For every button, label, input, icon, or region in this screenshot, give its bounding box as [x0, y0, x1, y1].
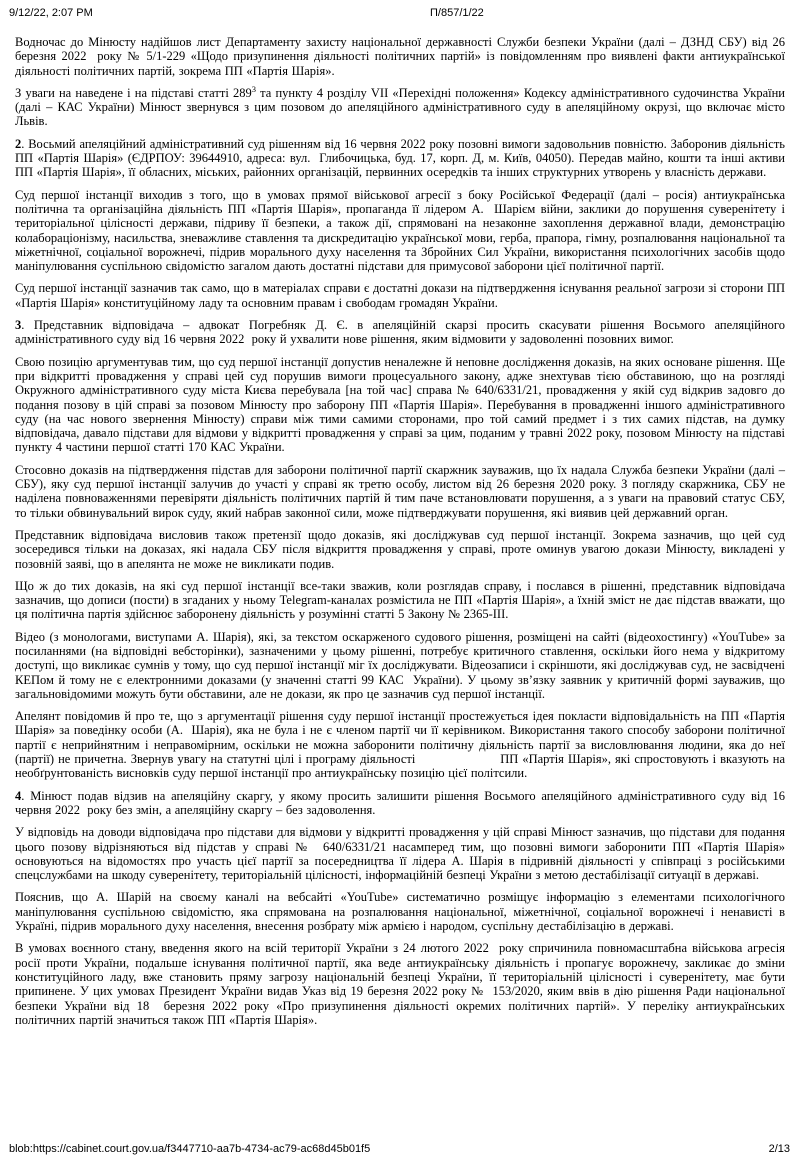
- source-url: blob:https://cabinet.court.gov.ua/f3447710-aa7b-4734-ac79-ac68d45b01f5: [9, 1143, 371, 1155]
- document-code: П/857/1/22: [430, 7, 484, 19]
- print-timestamp: 9/12/22, 2:07 PM: [9, 7, 93, 19]
- document-paragraph: Суд першої інстанції зазначив так само, що в матеріалах справи є достатні докази на підтвердження існування реальної загрози зі сторони ПП «Партія Шарія» конституційному ладу та основним правам і свободам громадян України.: [15, 281, 785, 310]
- document-paragraph: Суд першої інстанції виходив з того, що в умовах прямої військової агресії з боку Російської Федерації (далі – росія) антиукраїнська політична та організаційна діяльність ПП «Партія Шарія», пропаганда її лідером А. Шарієм війни, заклики до порушення суверенітету і територіальної цілісності держави, підриву її безпеки, а також дії, спрямовані на незаконне захоплення державної влади, демонстрацію колабораціонізму, насильства, зневажливе ставлення та дискредитацію української мови, герба, прапора, гімну, розпалювання національної та міжетнічної, соціальної ворожнечі, підрив морального духу населення та Збройних Сил України, використання психологічних засобів щодо маніпулювання суспільною свідомістю загалом дають достатні підстави для примусової заборони цієї політичної партії.: [15, 187, 785, 274]
- document-paragraph: Представник відповідача висловив також претензії щодо доказів, які досліджував суд першої інстанції. Зокрема зазначив, що цей суд зосередився тільки на доказах, які надала СБУ після відкриття провадження у справі, проте оминув увагою докази Мінюсту, викладені у позовній заяві, що в апелянта не може не викликати подив.: [15, 527, 785, 571]
- document-paragraph: Апелянт повідомив й про те, що з аргументації рішення суду першої інстанції простежується ідея покласти відповідальність на ПП «Партія Шарія» за поведінку особи (А. Шарія), яка не була і не є членом партії чи її керівником. Використання такого способу заборони політичної партії є неприйнятним і неправомірним, оскільки не можна заборонити політичну діяльність партії за висловлювання людини, яка до неї (партії) не причетна. Звернув увагу на статутні цілі і програму діяльності ПП «Партія Шарія», які спростовують і вказують на необґрунтованість висновків суду першої інстанції про антиукраїнську позицію цієї політсили.: [15, 709, 785, 781]
- document-paragraph: В умовах воєнного стану, введення якого на всій території України з 24 лютого 2022 року спричинила повномасштабна військова агресія росії проти України, подальше існування політичної партії, яка веде антиукраїнську діяльність і пропагує ворожнечу, закликає до зміни конституційного ладу, вже становить пряму загрозу національній безпеці України, її територіальній цілісності і суверенітету, має бути припинене. У цих умовах Президент України видав Указ від 19 березня 2022 року № 153/2020, яким ввів в дію рішення Ради національної безпеки України від 18 березня 2022 року «Про призупинення діяльності окремих політичних партій». У переліку антиукраїнських політичних партій значиться також ПП «Партія Шарія».: [15, 941, 785, 1027]
- document-paragraph: Що ж до тих доказів, на які суд першої інстанції все-таки зважив, коли розглядав справу, і послався в рішенні, представник відповідача зазначив, що дописи (пости) в згаданих у ньому Telegram-каналах розмістила не ПП «Партія Шарія», а їхній зміст не дає підстав вважати, що ця політична партія здійснює заборонену діяльність у розумінні статті 5 Закону № 2365-ІІІ.: [15, 578, 785, 622]
- document-paragraph: Пояснив, що А. Шарій на своєму каналі на вебсайті «YouTube» систематично розміщує інформацію з елементами психологічного маніпулювання суспільною свідомістю, яка спрямована на розпалювання національної, міжетнічної, соціальної ворожнечі і ненависті в Україні, підрив морального духу населення, внесення розбрату між армією і народом, суспільну дестабілізацію в державі.: [15, 890, 785, 934]
- document-paragraph: 3. Представник відповідача – адвокат Погребняк Д. Є. в апеляційній скарзі просить скасувати рішення Восьмого апеляційного адміністративного суду від 16 червня 2022 року й ухвалити нове рішення, яким відмовити у задоволенні позовних вимог.: [15, 318, 785, 347]
- document-paragraph: Водночас до Мінюсту надійшов лист Департаменту захисту національної державності Служби безпеки України (далі – ДЗНД СБУ) від 26 березня 2022 року № 5/1-229 «Щодо призупинення діяльності політичних партій» із повідомленням про виявлені факти антиукраїнської діяльності політичних партій, зокрема ПП «Партія Шарія».: [15, 35, 785, 78]
- print-header: [0, 7, 800, 23]
- document-paragraph: З уваги на наведене і на підставі статті $289^3$ та пункту 4 розділу VII «Перехідні положення» Кодексу адміністративного судочинства України (далі – КАС України) Мінюст звернувся з цим позовом до апеляційного адміністративного суду в апеляційному окрузі, що включає місто Львів.: [15, 83, 785, 129]
- page-indicator: 2/13: [768, 1143, 790, 1155]
- document-paragraph: 2. Восьмий апеляційний адміністративний суд рішенням від 16 червня 2022 року позовні вимоги задовольнив повністю. Заборонив діяльність ПП «Партія Шарія» (ЄДРПОУ: 39644910, адреса: вул. Глибочицька, буд. 17, корп. Д, м. Київ, 04050). Передав майно, кошти та інші активи ПП «Партія Шарія», її обласних, міських, районних організацій, первинних осередків та інших структурних утворень у власність держави.: [15, 136, 785, 180]
- document-paragraph: Свою позицію аргументував тим, що суд першої інстанції допустив неналежне й неповне дослідження доказів, на яких основане рішення. Ще при відкритті провадження у справі цей суд порушив вимоги процесуального закону, адже знехтував тією обставиною, що на розгляді Окружного адміністративного суду міста Києва перебувала [на той час] справа № 640/6331/21, провадження у якій суд відкрив задовго до подання позову в цій справі за позовом Мінюсту про заборону ПП «Партія Шарія». Перебування в провадженні іншого адміністративного суду (на час нового звернення Мінюсту) справи між тими самими сторонами, про той самий предмет і з тих самих підстав, на думку відповідача, давало підстави для відмови у відкритті провадження у справі за цим, поданим у травні 2022 року, позовом Мінюсту на підставі пункту 4 частини першої статті 170 КАС України.: [15, 354, 785, 455]
- document-paragraph: Стосовно доказів на підтвердження підстав для заборони політичної партії скаржник зауважив, що їх надала Служба безпеки України (далі – СБУ), яку суд першої інстанції залучив до участі у справі як третю особу, листом від 26 березня 2020 року. З погляду скаржника, СБУ не наділена повноваженнями перевіряти діяльність політичних партій й тим паче встановлювати порушення, а з уваги на правовий статус СБУ, то тільки обвинувальний вирок суду, який набрав законної сили, може підтверджувати порушення, які виявив цей державний орган.: [15, 462, 785, 520]
- document-paragraph: У відповідь на доводи відповідача про підстави для відмови у відкритті провадження у цій справі Мінюст зазначив, що підстави для подання цього позову відрізняються від підстав у справі № 640/6331/21 насамперед тим, що позовні вимоги заборонити ПП «Партія Шарія» основуються на відомостях про участь цієї партії за посередництва її лідера А. Шарія в підривній діяльності у співпраці з російськими спецслужбами на шкоду суверенітету, територіальній цілісності, інформаційній безпеці України з метою дестабілізації ситуації в державі.: [15, 825, 785, 883]
- document-body: [15, 35, 785, 1035]
- document-paragraph: Відео (з монологами, виступами А. Шарія), які, за текстом оскарженого судового рішення, розміщені на сайті (відеохостингу) «YouTube» за посиланнями (на відповідні вебсторінки), зазначеними у цьому рішенні, потребує критичного ставлення, оскільки його нема у відкритому доступі, що викликає сумнів у тому, що суд першої інстанції міг їх досліджувати. Відеозаписи і скріншоти, які досліджував суд, не засвідчені КЕПом й тому не є електронними доказами (у значенні статті 99 КАС України). У цьому зв’язку заявник у критичній формі зауважив, що загальновідомими можуть бути обставини, але не докази, як про це зазначив суд першої інстанції.: [15, 629, 785, 701]
- document-paragraph: 4. Мінюст подав відзив на апеляційну скаргу, у якому просить залишити рішення Восьмого апеляційного адміністративного суду від 16 червня 2022 року без змін, а апеляційну скаргу – без задоволення.: [15, 788, 785, 817]
- print-footer: [0, 1143, 800, 1159]
